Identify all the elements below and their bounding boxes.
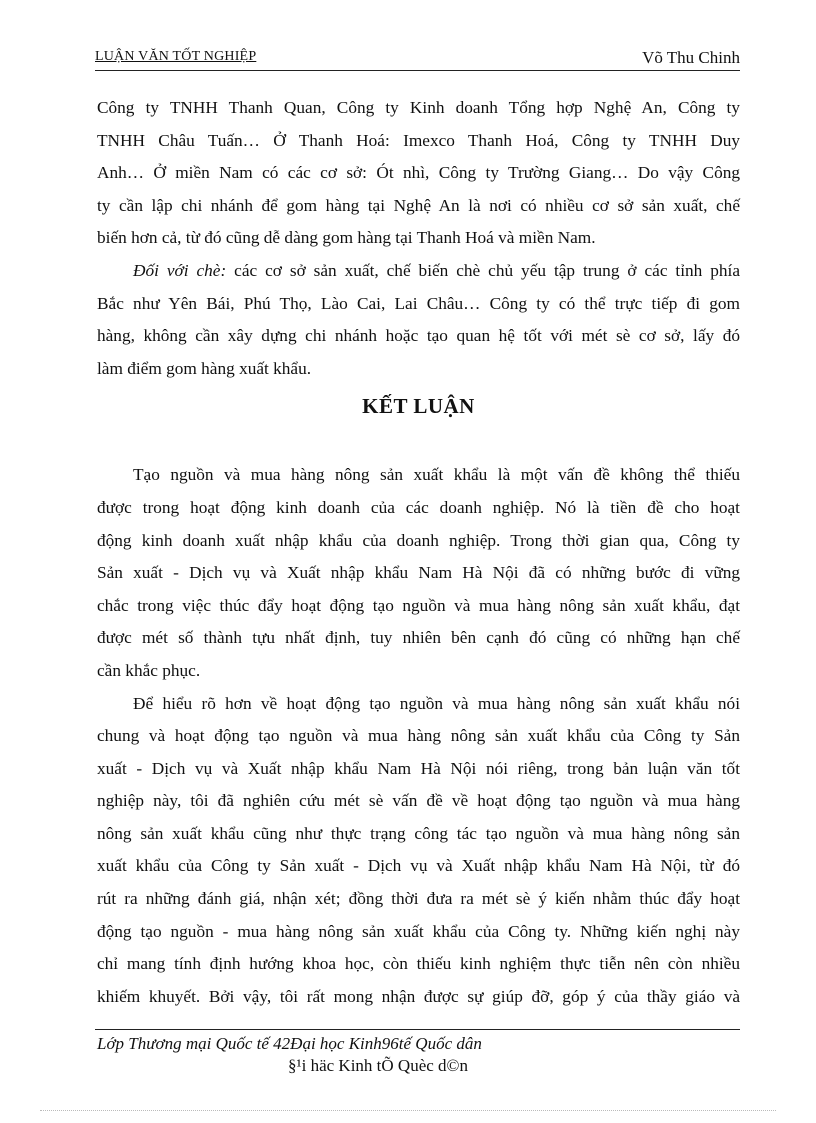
thesis-label: LUẬN VĂN TỐT NGHIỆP	[95, 49, 257, 64]
page-number: 96	[381, 1034, 399, 1053]
paragraph-1-line: Công ty TNHH Thanh Quan, Công ty Kinh doanh Tổng hợp Nghệ An, Công ty	[97, 98, 740, 117]
paragraph-3-line: động kinh doanh xuất nhập khẩu của doanh nghiệp. Trong thời gian qua, Công ty	[97, 530, 740, 550]
paragraph-1-line: Anh… Ở miền Nam có các cơ sở: Ót nhì, Công ty Trường Giang… Do vậy Công	[97, 163, 740, 183]
paragraph-4-line: chung và hoạt động tạo nguồn và mua hàng nông sản xuất khẩu của Công ty Sản	[97, 726, 740, 746]
paragraph-4-line: nghiệp này, tôi đã nghiên cứu mét sè vấn đề về hoạt động tạo nguồn và mua hàng	[97, 791, 740, 811]
footer-class-line	[97, 1034, 482, 1054]
paragraph-4-line: chỉ mang tính định hướng khoa học, còn thiếu kinh nghiệm thực tiễn nên còn nhiều	[97, 954, 740, 974]
section-title: KẾT LUẬN	[362, 394, 475, 419]
paragraph-3-line: được mét số thành tựu nhất định, tuy nhiên bên cạnh đó cũng có những hạn chế	[97, 628, 740, 648]
paragraph-3-line: chắc trong việc thúc đẩy hoạt động tạo nguồn và mua hàng nông sản xuất khẩu, đạt	[97, 595, 740, 615]
paragraph-3-line: cần khắc phục.	[97, 660, 201, 680]
tea-label: Đối với chè:	[133, 260, 227, 280]
paragraph-2-line	[97, 255, 740, 288]
footer-class-text: Lớp Thương mại Quốc tế 42Đại học Kinh	[97, 1034, 382, 1053]
paragraph-3-line: được trong hoạt động kinh doanh của các doanh nghiệp. Nó là tiền đề cho hoạt	[97, 497, 740, 517]
paragraph-4-line: động tạo nguồn - mua hàng nông sản xuất khẩu của Công ty. Những kiến nghị này	[97, 921, 740, 941]
page-header	[95, 48, 740, 71]
paragraph-4-line: rút ra những đánh giá, nhận xét; đồng thời đưa ra mét sè ý kiến nhằm thúc đẩy hoạt	[97, 889, 740, 909]
paragraph-1-line: biến hơn cả, từ đó cũng dễ dàng gom hàng tại Thanh Hoá và miền Nam.	[97, 228, 596, 248]
paragraph-4-line: Để hiểu rõ hơn về hoạt động tạo nguồn và mua hàng nông sản xuất khẩu nói	[133, 693, 740, 713]
body-text	[97, 92, 740, 1013]
paragraph-4-line: nông sản xuất khẩu cũng như thực trạng công tác tạo nguồn và mua hàng nông sản	[97, 823, 740, 843]
paragraph-4-line: xuất khẩu của Công ty Sản xuất - Dịch vụ và Xuất nhập khẩu Nam Hà Nội, từ đó	[97, 856, 740, 876]
paragraph-4-line: khiếm khuyết. Bởi vậy, tôi rất mong nhận được sự giúp đỡ, góp ý của thầy giáo và	[97, 986, 740, 1006]
paragraph-2-line: hàng, không cần xây dựng chi nhánh hoặc tạo quan hệ tốt với mét sè cơ sở, lấy đó	[97, 326, 740, 346]
paragraph-3-line: Sản xuất - Dịch vụ và Xuất nhập khẩu Nam Hà Nội đã có những bước đi vững	[97, 563, 740, 583]
author-name: Võ Thu Chinh	[642, 48, 740, 67]
paragraph-2-line: Bắc như Yên Bái, Phú Thọ, Lào Cai, Lai Châu… Công ty có thể trực tiếp đi gom	[97, 293, 740, 313]
page-edge-dots	[40, 1110, 776, 1111]
footer-divider	[95, 1029, 740, 1030]
paragraph-4-line: xuất - Dịch vụ và Xuất nhập khẩu Nam Hà Nội nói riêng, trong bản luận văn tốt	[97, 758, 740, 778]
paragraph-3-line: Tạo nguồn và mua hàng nông sản xuất khẩu là một vấn đề không thể thiếu	[133, 465, 740, 485]
paragraph-1-line: ty cần lập chi nhánh để gom hàng tại Nghệ An là nơi có nhiều cơ sở sản xuất, chế	[97, 195, 740, 215]
footer-class-text-rest: tế Quốc dân	[398, 1034, 482, 1053]
paragraph-1-line: TNHH Châu Tuấn… Ở Thanh Hoá: Imexco Thanh Hoá, Công ty TNHH Duy	[97, 130, 740, 150]
footer-university-line: §¹i häc Kinh tÕ Quèc d©n	[288, 1056, 468, 1075]
paragraph-2-line: làm điểm gom hàng xuất khẩu.	[97, 358, 312, 378]
paragraph-2-text: các cơ sở sản xuất, chế biến chè chủ yếu tập trung ở các tỉnh phía	[226, 260, 740, 280]
